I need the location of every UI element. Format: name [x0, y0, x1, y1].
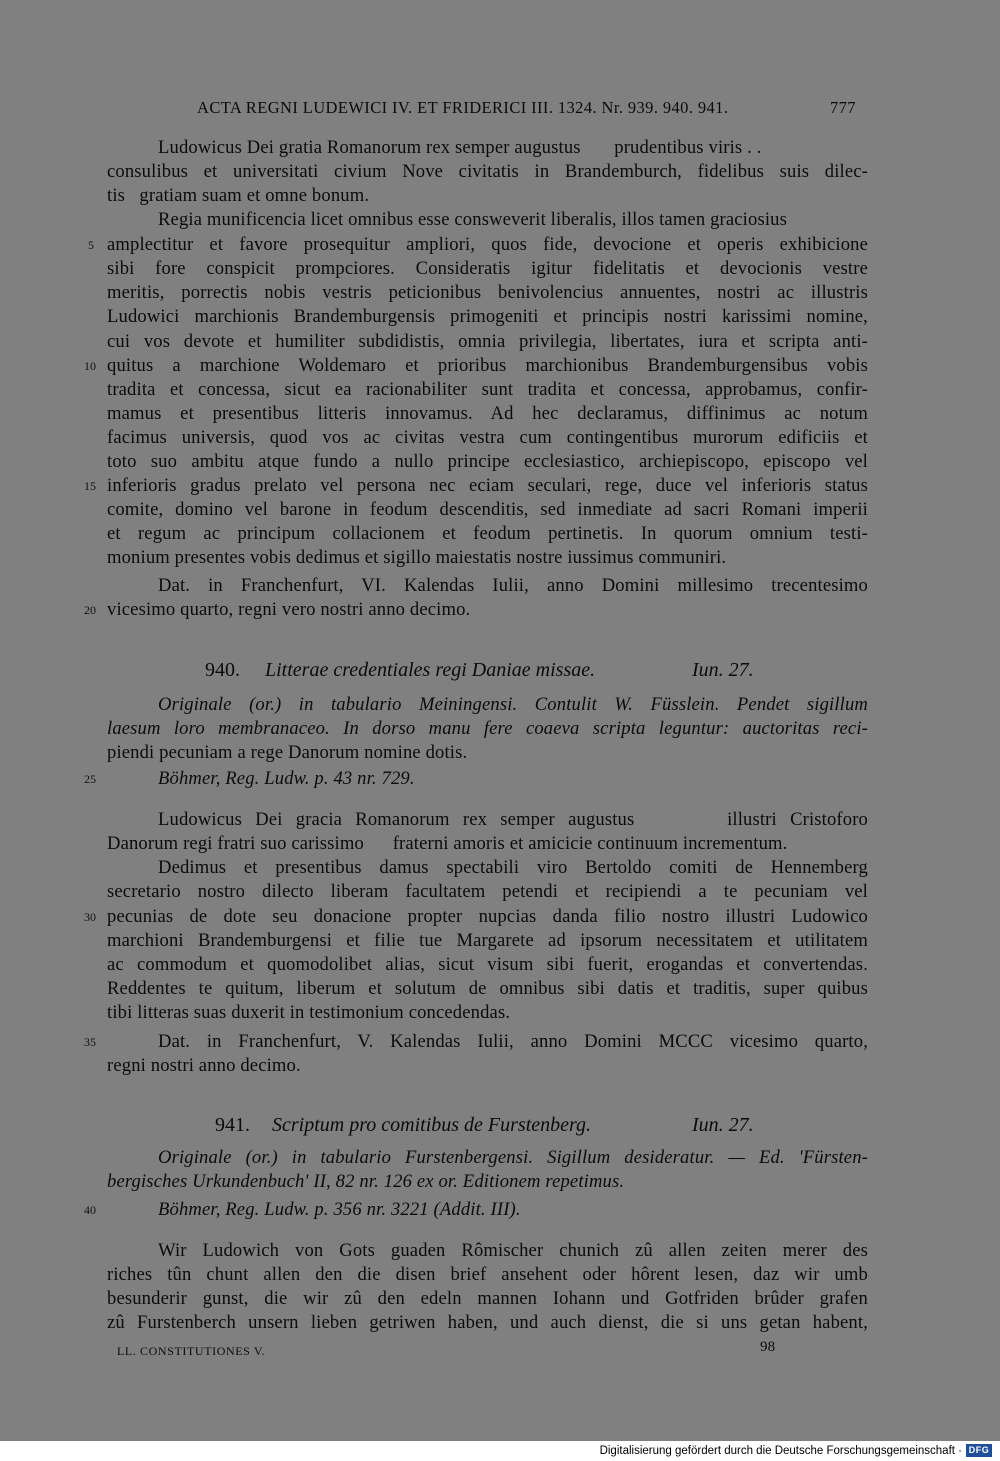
- text-line: meritis, porrectis nobis vestris peticionibus benivolencius annuentes, nostri ac illustris: [107, 282, 868, 303]
- bohmer-reference: Böhmer, Reg. Ludw. p. 356 nr. 3221 (Addit. III).: [158, 1199, 521, 1220]
- text-line: cui vos devote et humiliter subdidistis, omnia privilegia, libertates, iura et scripta anti-: [107, 331, 868, 352]
- text-line: Wir Ludowich von Gots guaden Rômischer chunich zû allen zeiten merer des: [158, 1240, 868, 1261]
- text-line: sibi fore conspicit prompciores. Consideratis igitur fidelitatis et devocionis vestre: [107, 258, 868, 279]
- text-line: tradita et concessa, sicut ea racionabiliter sunt tradita et concessa, approbamus, confir-: [107, 379, 868, 400]
- text-line: marchioni Brandemburgensi et filie tue Margarete ad ipsorum necessitatem et utilitatem: [107, 930, 868, 951]
- text-line: besunderir gunst, die wir zû den edeln mannen Iohann und Gotfriden brûder grafen: [107, 1288, 868, 1309]
- text-line: Ludowicus Dei gracia Romanorum rex semper augustus illustri Cristoforo: [158, 809, 868, 830]
- text-line: pecunias de dote seu donacione propter nupcias danda filio nostro illustri Ludowico: [107, 906, 868, 927]
- bohmer-reference: Böhmer, Reg. Ludw. p. 43 nr. 729.: [158, 768, 415, 789]
- apparatus-line: piendi pecuniam a rege Danorum nomine dotis.: [107, 742, 468, 763]
- line-number: 5: [88, 238, 94, 252]
- text-line: Ludowici marchionis Brandemburgensis primogeniti et principis nostri karissimi nomine,: [107, 306, 868, 327]
- text-line: amplectitur et favore prosequitur ampliori, quos fide, devocione et operis exhibicione: [107, 234, 868, 255]
- line-number: 10: [84, 359, 96, 373]
- text-line: Dat. in Franchenfurt, VI. Kalendas Iulii, anno Domini millesimo trecentesimo: [158, 575, 868, 596]
- text-line: Ludowicus Dei gratia Romanorum rex semper augustus prudentibus viris . .: [158, 137, 762, 158]
- line-number: 35: [84, 1035, 96, 1049]
- page-number: 777: [830, 98, 856, 117]
- apparatus-line: Originale (or.) in tabulario Furstenbergensi. Sigillum desideratur. — Ed. 'Fürsten-: [158, 1147, 868, 1168]
- doc-date: Iun. 27.: [692, 1114, 754, 1136]
- text-line: comite, domino vel barone in feodum descenditis, sed inmediate ad sacri Romani imperii: [107, 499, 868, 520]
- line-number: 25: [84, 772, 96, 786]
- text-line: facimus universis, quod vos ac civitas vestra cum contingentibus murorum edificiis et: [107, 427, 868, 448]
- text-line: Danorum regi fratri suo carissimo fraterni amoris et amicicie continuum incrementum.: [107, 833, 788, 854]
- text-line: consulibus et universitati civium Nove civitatis in Brandemburch, fidelibus suis dilec-: [107, 161, 868, 182]
- doc-title: Litterae credentiales regi Daniae missae.: [265, 659, 596, 681]
- funding-credit: Digitalisierung gefördert durch die Deutsche Forschungsgemeinschaft ·: [599, 1445, 962, 1457]
- text-line: et regum ac principum collacionem et feodum pertinetis. In quorum omnium testi-: [107, 523, 868, 544]
- text-line: Dedimus et presentibus damus spectabili viro Bertoldo comiti de Hennemberg: [158, 857, 868, 878]
- text-line: tibi litteras suas duxerit in testimonium concedendas.: [107, 1002, 511, 1023]
- line-number: 20: [84, 603, 96, 617]
- printer-signature: LL. CONSTITUTIONES V.: [117, 1344, 266, 1358]
- dfg-logo: DFG: [966, 1444, 992, 1457]
- text-line: Dat. in Franchenfurt, V. Kalendas Iulii, anno Domini MCCC vicesimo quarto,: [158, 1031, 868, 1052]
- text-line: ac commodum et quomodolibet alias, sicut visum sibi fuerit, erogandas et convertendas.: [107, 954, 868, 975]
- text-line: monium presentes vobis dedimus et sigillo maiestatis nostre iussimus communiri.: [107, 547, 727, 568]
- text-line: toto suo ambitu atque fundo a nullo principe ecclesiastico, archiepiscopo, episcopo vel: [107, 451, 868, 472]
- apparatus-line: Originale (or.) in tabulario Meiningensi. Contulit W. Füsslein. Pendet sigillum: [158, 694, 868, 715]
- line-number: 30: [84, 910, 96, 924]
- text-line: regni nostri anno decimo.: [107, 1055, 301, 1076]
- text-line: inferioris gradus prelato vel persona nec eciam seculari, rege, duce vel inferioris status: [107, 475, 868, 496]
- text-line: mamus et presentibus litteris innovamus. Ad hec declaramus, diffinimus ac notum: [107, 403, 868, 424]
- text-line: quitus a marchione Woldemaro et prioribus marchionibus Brandemburgensibus vobis: [107, 355, 868, 376]
- text-line: Reddentes te quitum, liberum et solutum de omnibus sibi datis et traditis, super quibus: [107, 978, 868, 999]
- text-line: secretario nostro dilecto liberam facultatem petendi et recipiendi a te pecuniam vel: [107, 881, 868, 902]
- doc-number: 940.: [205, 659, 240, 681]
- doc-date: Iun. 27.: [692, 659, 754, 681]
- text-line: Regia munificencia licet omnibus esse consweverit liberalis, illos tamen graciosius: [158, 209, 787, 230]
- text-line: zû Furstenberch unsern lieben getriwen haben, und auch dienst, die si uns getan habent,: [107, 1312, 868, 1333]
- text-line: riches tûn chunt allen den die disen brief ansehent oder hôrent lesen, daz wir umb: [107, 1264, 868, 1285]
- doc-title: Scriptum pro comitibus de Furstenberg.: [272, 1114, 592, 1136]
- signature-number: 98: [760, 1339, 776, 1355]
- apparatus-line: laesum loro membranaceo. In dorso manu fere coaeva scripta leguntur: auctoritas reci-: [107, 718, 868, 739]
- text-line: vicesimo quarto, regni vero nostri anno decimo.: [107, 599, 471, 620]
- line-number: 40: [84, 1203, 96, 1217]
- doc-number: 941.: [215, 1114, 250, 1136]
- running-title: ACTA REGNI LUDEWICI IV. ET FRIDERICI III. 1324. Nr. 939. 940. 941.: [197, 98, 729, 117]
- text-line: tis gratiam suam et omne bonum.: [107, 185, 370, 206]
- digitization-footer: [0, 1441, 1000, 1461]
- line-number: 15: [84, 479, 96, 493]
- apparatus-line: bergisches Urkundenbuch' II, 82 nr. 126 ex or. Editionem repetimus.: [107, 1171, 625, 1192]
